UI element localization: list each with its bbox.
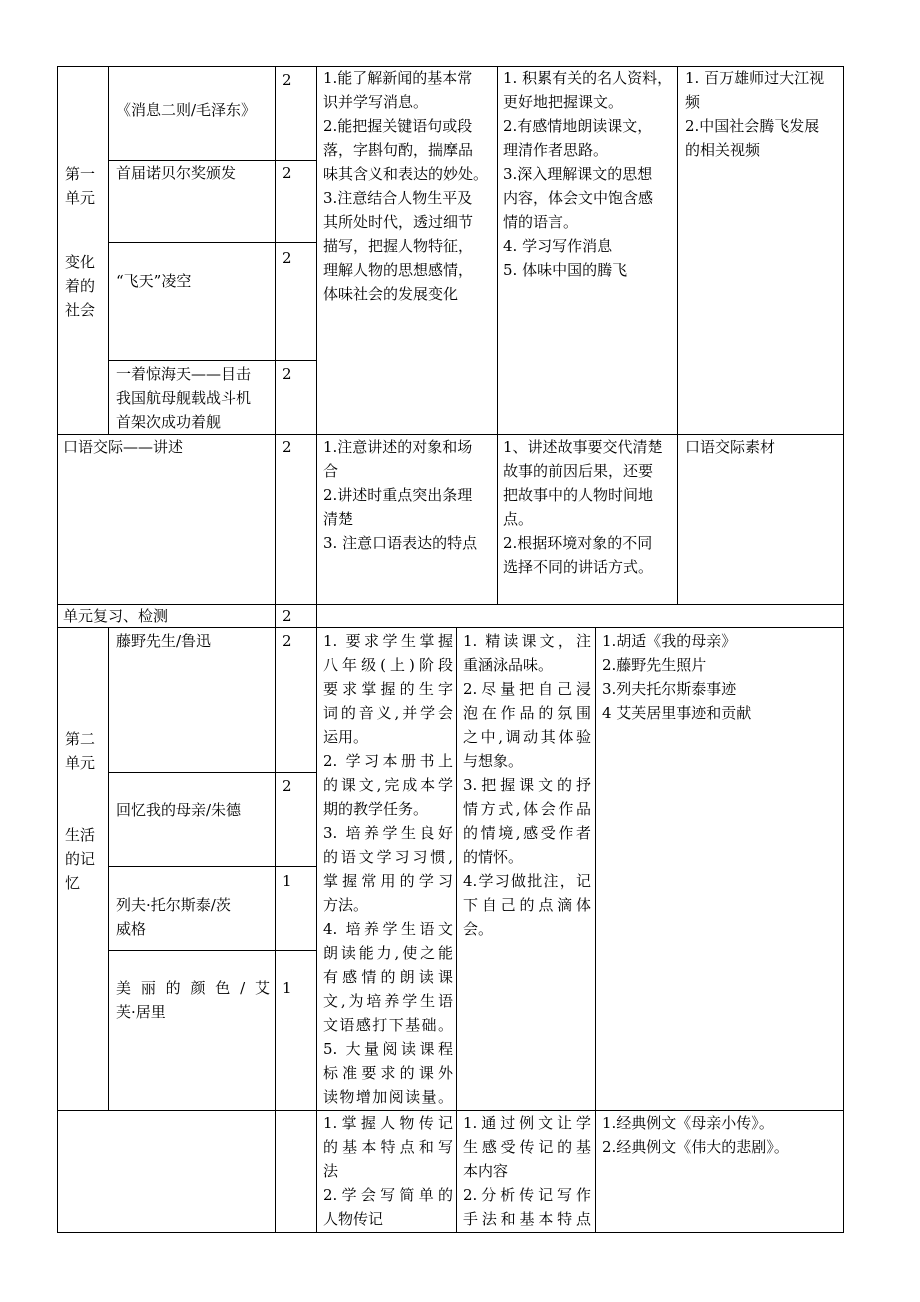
- resource-line: 频: [685, 93, 701, 111]
- goal-line: 体味社会的发展变化: [323, 285, 459, 303]
- unit2-name-line: 生活: [65, 826, 96, 844]
- unit1-methods: [503, 66, 677, 282]
- resource-line: 1. 百万雄师过大江视: [685, 69, 825, 87]
- method-line: 会。: [463, 920, 494, 938]
- goal-line: 文,为培养学生语: [323, 992, 453, 1010]
- rule-bottom: [57, 1232, 844, 1233]
- method-line: 手法和基本特点: [463, 1210, 591, 1228]
- method-line: 故事的前因后果，还要: [503, 462, 654, 480]
- method-line: 2.根据环境对象的不同: [503, 534, 653, 552]
- lesson-title-line: 美丽的颜色/艾: [116, 979, 270, 997]
- method-line: 情的语言。: [503, 213, 579, 231]
- review-hours: 2: [282, 607, 292, 625]
- method-line: 泡在作品的氛围: [463, 704, 591, 722]
- method-line: 1. 积累有关的名人资料，: [503, 69, 673, 87]
- lesson-title-line: 我国航母舰载战斗机: [116, 389, 252, 407]
- method-line: 之中,调动其体验: [463, 728, 591, 746]
- goal-line: 标准要求的课外: [323, 1064, 453, 1082]
- goal-line: 3. 注意口语表达的特点: [323, 534, 478, 552]
- method-line: 2.分析传记写作: [463, 1186, 591, 1204]
- lesson-hours: 2: [282, 71, 292, 89]
- lesson-title: [116, 362, 274, 434]
- method-line: 点。: [503, 510, 534, 528]
- goal-line: 其所处时代，透过细节: [323, 213, 474, 231]
- rule-u2-l3: [108, 950, 316, 951]
- goal-line: 4. 培养学生语文: [323, 920, 453, 938]
- unit1-name-line: 着的: [65, 277, 96, 295]
- method-line: 内容，体会文中饱含感: [503, 189, 654, 207]
- lesson-hours: 1: [282, 979, 292, 997]
- method-line: 1. 精读课文，注: [463, 632, 591, 650]
- goal-line: 识并学写消息。: [323, 93, 429, 111]
- lesson-hours: 2: [282, 632, 292, 650]
- oral-methods: [503, 435, 677, 579]
- unit2-methods: [463, 629, 591, 941]
- goal-line: 的基本特点和写: [323, 1138, 453, 1156]
- lesson-title-line: 威格: [116, 920, 147, 938]
- lesson-title: 藤野先生/鲁迅: [116, 632, 212, 650]
- spacer: [65, 775, 105, 823]
- goal-line: 的语文学习习惯,: [323, 848, 453, 866]
- oral-title: 口语交际——讲述: [63, 438, 184, 456]
- unit2-goals: [323, 629, 453, 1109]
- method-line: 重涵泳品味。: [463, 656, 554, 674]
- oral-goals: [323, 435, 495, 555]
- goal-line: 2.能把握关键语句或段: [323, 117, 473, 135]
- resource-line: 2.中国社会腾飞发展: [685, 117, 820, 135]
- goal-line: 2.学会写简单的: [323, 1186, 453, 1204]
- goal-line: 2. 学习本册书上: [323, 752, 453, 770]
- goal-line: 描写，把握人物特征，: [323, 237, 474, 255]
- lesson-title: 《消息二则/毛泽东》: [116, 101, 257, 119]
- rule-u2-c1: [456, 627, 457, 1233]
- unit1-resources: [685, 66, 841, 162]
- oral-resources: [685, 435, 841, 459]
- method-line: 与想象。: [463, 752, 524, 770]
- unit1-goals: [323, 66, 495, 306]
- rule-u1-c2: [677, 66, 678, 604]
- unit2-name-line: 单元: [65, 754, 96, 772]
- goal-line: 1.能了解新闻的基本常: [323, 69, 473, 87]
- goal-line: 落，字斟句酌，揣摩品: [323, 141, 474, 159]
- review-title: 单元复习、检测: [63, 607, 169, 625]
- goal-line: 有感情的朗读课: [323, 968, 453, 986]
- method-line: 情方式,体会作品: [463, 800, 591, 818]
- unit2-name-line: 第二: [65, 730, 96, 748]
- method-line: 3.把握课文的抒: [463, 776, 591, 794]
- rule-unit-col: [108, 66, 109, 434]
- rule-right: [843, 66, 844, 1233]
- method-line: 本内容: [463, 1162, 509, 1180]
- method-line: 4.学习做批注，记: [463, 872, 591, 890]
- goal-line: 1.注意讲述的对象和场: [323, 438, 473, 456]
- lesson-title-line: 芙·居里: [116, 1003, 166, 1021]
- rule-u2-c2: [595, 627, 596, 1233]
- method-line: 2.尽量把自己浸: [463, 680, 591, 698]
- unit1-name-line: 社会: [65, 301, 96, 319]
- unit1-name-line: 变化: [65, 253, 96, 271]
- goal-line: 文语感打下基础。: [323, 1016, 453, 1034]
- method-line: 选择不同的讲话方式。: [503, 558, 654, 576]
- lesson-title: [116, 893, 270, 941]
- rule-left: [57, 66, 58, 1233]
- rule-u1-l2: [108, 242, 316, 243]
- goal-line: 1.掌握人物传记: [323, 1114, 453, 1132]
- goal-line: 1. 要求学生掌握: [323, 632, 453, 650]
- goal-line: 合: [323, 462, 339, 480]
- lesson-title-line: 首架次成功着舰: [116, 413, 222, 431]
- resource-line: 1.经典例文《母亲小传》。: [602, 1114, 774, 1132]
- method-line: 3.深入理解课文的思想: [503, 165, 653, 183]
- writing-resources: [602, 1111, 840, 1159]
- method-line: 理清作者思路。: [503, 141, 609, 159]
- goal-line: 2.讲述时重点突出条理: [323, 486, 473, 504]
- lesson-title: “飞天”凌空: [116, 272, 192, 290]
- goal-line: 3. 培养学生良好: [323, 824, 453, 842]
- method-line: 4. 学习写作消息: [503, 237, 613, 255]
- goal-line: 理解人物的思想感情，: [323, 261, 474, 279]
- unit1-name: [65, 162, 105, 322]
- method-line: 生感受传记的基: [463, 1138, 591, 1156]
- method-line: 更好地把握课文。: [503, 93, 624, 111]
- method-line: 5. 体味中国的腾飞: [503, 261, 628, 279]
- writing-goals: [323, 1111, 453, 1231]
- method-line: 把故事中的人物时间地: [503, 486, 654, 504]
- method-line: 2.有感情地朗读课文，: [503, 117, 653, 135]
- unit2-name-line: 的记: [65, 850, 96, 868]
- method-line: 下自己的点滴体: [463, 896, 591, 914]
- spacer: [65, 210, 105, 250]
- writing-methods: [463, 1111, 591, 1231]
- goal-line: 要求掌握的生字: [323, 680, 453, 698]
- unit2-name: [65, 727, 105, 895]
- goal-line: 朗读能力,使之能: [323, 944, 453, 962]
- lesson-hours: 2: [282, 365, 292, 383]
- goal-line: 的课文,完成本学: [323, 776, 453, 794]
- lesson-title: 回忆我的母亲/朱德: [116, 801, 242, 819]
- method-line: 1.通过例文让学: [463, 1114, 591, 1132]
- unit2-name-line: 忆: [65, 874, 81, 892]
- unit1-name-line: 第一: [65, 165, 96, 183]
- method-line: 的情境,感受作者: [463, 824, 591, 842]
- goal-line: 法: [323, 1162, 339, 1180]
- unit2-resources: [602, 629, 840, 725]
- resource-line: 2.藤野先生照片: [602, 656, 707, 674]
- goal-line: 掌握常用的学习: [323, 872, 453, 890]
- goal-line: 味其含义和表达的妙处。: [323, 165, 489, 183]
- method-line: 的情怀。: [463, 848, 524, 866]
- resource-line: 4 艾芙居里事迹和贡献: [602, 704, 752, 722]
- lesson-title-line: 一着惊海天——目击: [116, 365, 252, 383]
- lesson-title: 首届诺贝尔奖颁发: [116, 164, 237, 182]
- rule-u2-l1: [108, 772, 316, 773]
- rule-hours-left: [275, 66, 276, 1233]
- goal-line: 八年级(上)阶段: [323, 656, 453, 674]
- goal-line: 期的教学任务。: [323, 800, 429, 818]
- resource-line: 3.列夫托尔斯泰事迹: [602, 680, 737, 698]
- rule-unit-col-2: [108, 627, 109, 1110]
- rule-u1-l3: [108, 360, 316, 361]
- goal-line: 词的音义,并学会: [323, 704, 453, 722]
- lesson-hours: 1: [282, 872, 292, 890]
- lesson-hours: 2: [282, 164, 292, 182]
- unit1-name-line: 单元: [65, 189, 96, 207]
- goal-line: 3.注意结合人物生平及: [323, 189, 473, 207]
- goal-line: 方法。: [323, 896, 369, 914]
- goal-line: 读物增加阅读量。: [323, 1088, 453, 1106]
- lesson-title-line: 列夫·托尔斯泰/茨: [116, 896, 231, 914]
- resource-line: 2.经典例文《伟大的悲剧》。: [602, 1138, 789, 1156]
- goal-line: 运用。: [323, 728, 369, 746]
- goal-line: 人物传记: [323, 1210, 384, 1228]
- lesson-title: [116, 976, 270, 1024]
- resource-line: 1.胡适《我的母亲》: [602, 632, 737, 650]
- goal-line: 清楚: [323, 510, 354, 528]
- rule-u2-l2: [108, 866, 316, 867]
- resource-line: 口语交际素材: [685, 438, 776, 456]
- rule-hours-right: [316, 66, 317, 1233]
- oral-hours: 2: [282, 438, 292, 456]
- rule-u1-c1: [497, 66, 498, 604]
- resource-line: 的相关视频: [685, 141, 761, 159]
- lesson-hours: 2: [282, 777, 292, 795]
- goal-line: 5. 大量阅读课程: [323, 1040, 453, 1058]
- method-line: 1、讲述故事要交代清楚: [503, 438, 663, 456]
- lesson-hours: 2: [282, 249, 292, 267]
